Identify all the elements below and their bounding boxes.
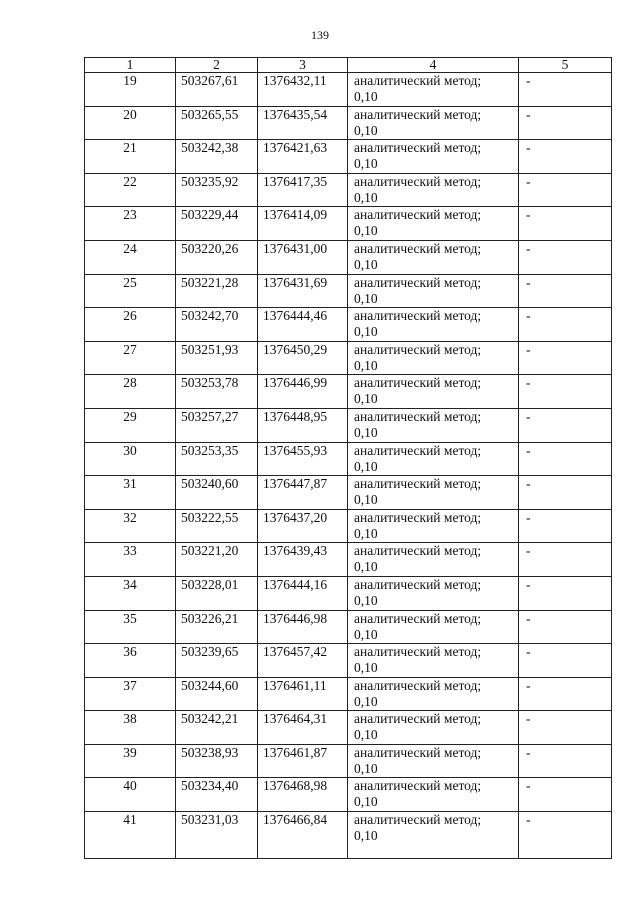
note-cell: - — [519, 576, 612, 610]
method-cell — [348, 308, 519, 342]
y-coordinate-cell: 1376450,29 — [258, 341, 348, 375]
method-cell — [348, 677, 519, 711]
note-cell: - — [519, 207, 612, 241]
y-coordinate-cell: 1376455,93 — [258, 442, 348, 476]
x-coordinate-cell: 503229,44 — [176, 207, 258, 241]
accuracy-text: 0,10 — [354, 256, 378, 272]
method-cell — [348, 240, 519, 274]
method-text: аналитический метод; — [354, 509, 482, 525]
accuracy-text: 0,10 — [354, 828, 378, 844]
note-cell: - — [519, 106, 612, 140]
note-cell: - — [519, 644, 612, 678]
x-coordinate-cell: 503221,20 — [176, 543, 258, 577]
column-header-1: 1 — [85, 58, 176, 73]
method-text: аналитический метод; — [354, 207, 482, 223]
table-row — [85, 341, 612, 375]
method-cell — [348, 408, 519, 442]
x-coordinate-cell: 503239,65 — [176, 644, 258, 678]
note-cell: - — [519, 274, 612, 308]
x-coordinate-cell: 503240,60 — [176, 476, 258, 510]
column-header-3: 3 — [258, 58, 348, 73]
y-coordinate-cell: 1376446,98 — [258, 610, 348, 644]
accuracy-text: 0,10 — [354, 223, 378, 239]
y-coordinate-cell: 1376431,00 — [258, 240, 348, 274]
method-cell — [348, 73, 519, 107]
method-text: аналитический метод; — [354, 744, 482, 760]
note-cell: - — [519, 812, 612, 859]
point-number-cell: 19 — [85, 73, 176, 107]
method-cell — [348, 140, 519, 174]
y-coordinate-cell: 1376437,20 — [258, 509, 348, 543]
note-cell: - — [519, 509, 612, 543]
method-cell — [348, 744, 519, 778]
x-coordinate-cell: 503226,21 — [176, 610, 258, 644]
table-row — [85, 576, 612, 610]
y-coordinate-cell: 1376417,35 — [258, 173, 348, 207]
table-row — [85, 812, 612, 859]
table-row — [85, 375, 612, 409]
table-row — [85, 509, 612, 543]
method-text: аналитический метод; — [354, 812, 482, 828]
method-text: аналитический метод; — [354, 442, 482, 458]
method-text: аналитический метод; — [354, 543, 482, 559]
accuracy-text: 0,10 — [354, 760, 378, 776]
coordinates-table — [84, 57, 612, 859]
x-coordinate-cell: 503251,93 — [176, 341, 258, 375]
method-text: аналитический метод; — [354, 408, 482, 424]
method-text: аналитический метод; — [354, 73, 482, 88]
x-coordinate-cell: 503234,40 — [176, 778, 258, 812]
x-coordinate-cell: 503265,55 — [176, 106, 258, 140]
y-coordinate-cell: 1376464,31 — [258, 711, 348, 745]
point-number-cell: 35 — [85, 610, 176, 644]
method-text: аналитический метод; — [354, 375, 482, 391]
note-cell: - — [519, 677, 612, 711]
table-body — [85, 73, 612, 859]
x-coordinate-cell: 503242,21 — [176, 711, 258, 745]
y-coordinate-cell: 1376461,87 — [258, 744, 348, 778]
point-number-cell: 36 — [85, 644, 176, 678]
accuracy-text: 0,10 — [354, 559, 378, 575]
table-row — [85, 744, 612, 778]
note-cell: - — [519, 308, 612, 342]
y-coordinate-cell: 1376466,84 — [258, 812, 348, 859]
y-coordinate-cell: 1376431,69 — [258, 274, 348, 308]
method-text: аналитический метод; — [354, 106, 482, 122]
method-text: аналитический метод; — [354, 476, 482, 492]
y-coordinate-cell: 1376414,09 — [258, 207, 348, 241]
accuracy-text: 0,10 — [354, 122, 378, 138]
method-text: аналитический метод; — [354, 644, 482, 660]
table-row — [85, 644, 612, 678]
y-coordinate-cell: 1376446,99 — [258, 375, 348, 409]
y-coordinate-cell: 1376444,16 — [258, 576, 348, 610]
y-coordinate-cell: 1376439,43 — [258, 543, 348, 577]
method-cell — [348, 173, 519, 207]
accuracy-text: 0,10 — [354, 290, 378, 306]
method-cell — [348, 341, 519, 375]
table-row — [85, 610, 612, 644]
point-number-cell: 28 — [85, 375, 176, 409]
note-cell: - — [519, 778, 612, 812]
column-header-5: 5 — [519, 58, 612, 73]
table-row — [85, 543, 612, 577]
method-text: аналитический метод; — [354, 274, 482, 290]
point-number-cell: 40 — [85, 778, 176, 812]
y-coordinate-cell: 1376435,54 — [258, 106, 348, 140]
x-coordinate-cell: 503238,93 — [176, 744, 258, 778]
x-coordinate-cell: 503242,38 — [176, 140, 258, 174]
accuracy-text: 0,10 — [354, 357, 378, 373]
method-cell — [348, 509, 519, 543]
x-coordinate-cell: 503222,55 — [176, 509, 258, 543]
method-text: аналитический метод; — [354, 308, 482, 324]
accuracy-text: 0,10 — [354, 324, 378, 340]
accuracy-text: 0,10 — [354, 660, 378, 676]
table-row — [85, 778, 612, 812]
method-text: аналитический метод; — [354, 240, 482, 256]
note-cell: - — [519, 341, 612, 375]
table-row — [85, 711, 612, 745]
y-coordinate-cell: 1376421,63 — [258, 140, 348, 174]
method-text: аналитический метод; — [354, 140, 482, 156]
y-coordinate-cell: 1376461,11 — [258, 677, 348, 711]
accuracy-text: 0,10 — [354, 458, 378, 474]
table-row — [85, 106, 612, 140]
method-cell — [348, 812, 519, 859]
point-number-cell: 32 — [85, 509, 176, 543]
table-row — [85, 207, 612, 241]
point-number-cell: 27 — [85, 341, 176, 375]
x-coordinate-cell: 503228,01 — [176, 576, 258, 610]
table-row — [85, 442, 612, 476]
x-coordinate-cell: 503235,92 — [176, 173, 258, 207]
method-cell — [348, 543, 519, 577]
x-coordinate-cell: 503221,28 — [176, 274, 258, 308]
note-cell: - — [519, 140, 612, 174]
table-row — [85, 140, 612, 174]
point-number-cell: 22 — [85, 173, 176, 207]
point-number-cell: 29 — [85, 408, 176, 442]
note-cell: - — [519, 173, 612, 207]
note-cell: - — [519, 375, 612, 409]
accuracy-text: 0,10 — [354, 156, 378, 172]
accuracy-text: 0,10 — [354, 424, 378, 440]
note-cell: - — [519, 442, 612, 476]
y-coordinate-cell: 1376448,95 — [258, 408, 348, 442]
table-row — [85, 274, 612, 308]
point-number-cell: 37 — [85, 677, 176, 711]
accuracy-text: 0,10 — [354, 727, 378, 743]
method-cell — [348, 442, 519, 476]
point-number-cell: 20 — [85, 106, 176, 140]
x-coordinate-cell: 503220,26 — [176, 240, 258, 274]
column-header-2: 2 — [176, 58, 258, 73]
accuracy-text: 0,10 — [354, 626, 378, 642]
note-cell: - — [519, 240, 612, 274]
accuracy-text: 0,10 — [354, 391, 378, 407]
method-text: аналитический метод; — [354, 677, 482, 693]
point-number-cell: 38 — [85, 711, 176, 745]
method-cell — [348, 610, 519, 644]
y-coordinate-cell: 1376457,42 — [258, 644, 348, 678]
x-coordinate-cell: 503244,60 — [176, 677, 258, 711]
method-text: аналитический метод; — [354, 778, 482, 794]
note-cell: - — [519, 543, 612, 577]
method-text: аналитический метод; — [354, 711, 482, 727]
point-number-cell: 21 — [85, 140, 176, 174]
accuracy-text: 0,10 — [354, 592, 378, 608]
x-coordinate-cell: 503253,35 — [176, 442, 258, 476]
table-row — [85, 73, 612, 107]
x-coordinate-cell: 503253,78 — [176, 375, 258, 409]
table-row — [85, 408, 612, 442]
note-cell: - — [519, 408, 612, 442]
method-text: аналитический метод; — [354, 341, 482, 357]
method-cell — [348, 644, 519, 678]
method-cell — [348, 375, 519, 409]
x-coordinate-cell: 503257,27 — [176, 408, 258, 442]
table-row — [85, 240, 612, 274]
point-number-cell: 26 — [85, 308, 176, 342]
accuracy-text: 0,10 — [354, 525, 378, 541]
y-coordinate-cell: 1376447,87 — [258, 476, 348, 510]
y-coordinate-cell: 1376432,11 — [258, 73, 348, 107]
point-number-cell: 41 — [85, 812, 176, 859]
table-row — [85, 173, 612, 207]
column-header-4: 4 — [348, 58, 519, 73]
accuracy-text: 0,10 — [354, 794, 378, 810]
method-cell — [348, 778, 519, 812]
y-coordinate-cell: 1376444,46 — [258, 308, 348, 342]
accuracy-text: 0,10 — [354, 189, 378, 205]
method-text: аналитический метод; — [354, 610, 482, 626]
point-number-cell: 23 — [85, 207, 176, 241]
x-coordinate-cell: 503267,61 — [176, 73, 258, 107]
note-cell: - — [519, 476, 612, 510]
point-number-cell: 34 — [85, 576, 176, 610]
point-number-cell: 24 — [85, 240, 176, 274]
method-cell — [348, 274, 519, 308]
note-cell: - — [519, 73, 612, 107]
point-number-cell: 31 — [85, 476, 176, 510]
table-row — [85, 476, 612, 510]
accuracy-text: 0,10 — [354, 89, 378, 104]
method-cell — [348, 476, 519, 510]
note-cell: - — [519, 610, 612, 644]
method-text: аналитический метод; — [354, 173, 482, 189]
y-coordinate-cell: 1376468,98 — [258, 778, 348, 812]
accuracy-text: 0,10 — [354, 492, 378, 508]
method-cell — [348, 106, 519, 140]
header-row — [85, 58, 612, 73]
x-coordinate-cell: 503231,03 — [176, 812, 258, 859]
point-number-cell: 25 — [85, 274, 176, 308]
point-number-cell: 39 — [85, 744, 176, 778]
x-coordinate-cell: 503242,70 — [176, 308, 258, 342]
method-cell — [348, 711, 519, 745]
point-number-cell: 33 — [85, 543, 176, 577]
note-cell: - — [519, 711, 612, 745]
point-number-cell: 30 — [85, 442, 176, 476]
table-row — [85, 308, 612, 342]
table-row — [85, 677, 612, 711]
method-text: аналитический метод; — [354, 576, 482, 592]
page-number: 139 — [311, 28, 329, 42]
method-cell — [348, 207, 519, 241]
note-cell: - — [519, 744, 612, 778]
accuracy-text: 0,10 — [354, 693, 378, 709]
method-cell — [348, 576, 519, 610]
